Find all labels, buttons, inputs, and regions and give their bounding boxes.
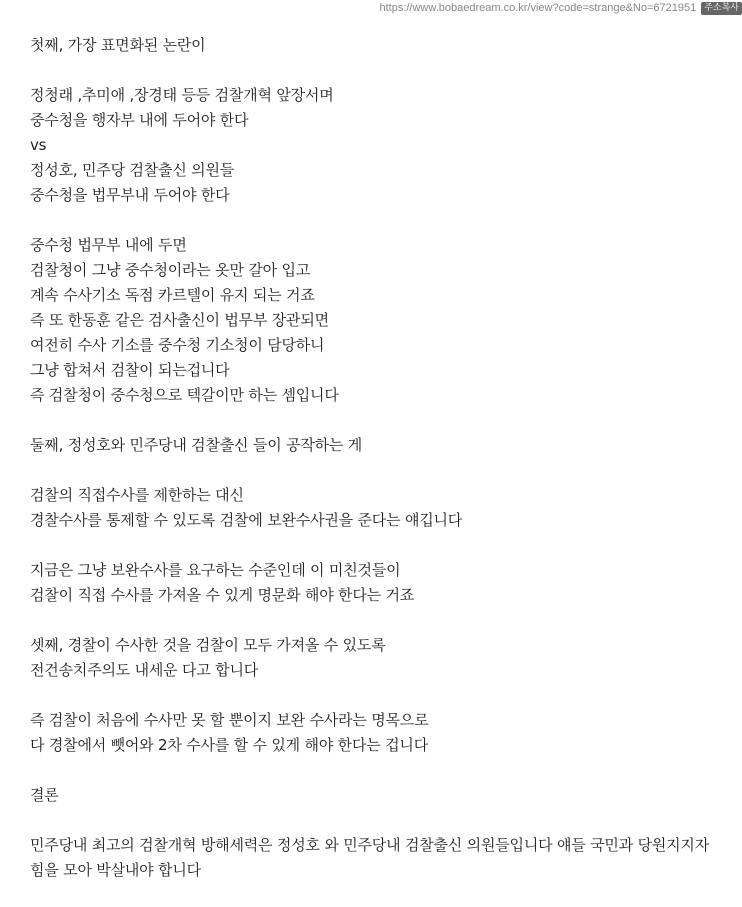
page-url[interactable]: https://www.bobaedream.co.kr/view?code=strange&No=6721951	[379, 2, 697, 14]
post-line: 그냥 합쳐서 검찰이 되는겁니다	[30, 361, 230, 379]
post-line: 다 경찰에서 뺏어와 2차 수사를 할 수 있게 해야 한다는 겁니다	[30, 736, 428, 754]
post-line: 지금은 그냥 보완수사를 요구하는 수준인데 이 미친것들이	[30, 561, 401, 579]
post-line: 정성호, 민주당 검찰출신 의원들	[30, 161, 235, 179]
blank-line	[30, 408, 720, 433]
blank-line	[30, 758, 720, 783]
conclusion-heading: 결론	[30, 786, 59, 804]
post-line: 둘째, 정성호와 민주당내 검찰출신 들이 공작하는 게	[30, 436, 363, 454]
url-bar	[379, 0, 742, 16]
post-line: 검찰이 직접 수사를 가져올 수 있게 명문화 해야 한다는 거죠	[30, 586, 415, 604]
blank-line	[30, 208, 720, 233]
post-line: 중수청을 법무부내 두어야 한다	[30, 186, 230, 204]
blank-line	[30, 458, 720, 483]
blank-line	[30, 608, 720, 633]
post-line: 여전히 수사 기소를 중수청 기소청이 담당하니	[30, 336, 325, 354]
post-line: 검찰의 직접수사를 제한하는 대신	[30, 486, 244, 504]
post-line: 중수청을 행자부 내에 두어야 한다	[30, 111, 249, 129]
post-line: 경찰수사를 통제할 수 있도록 검찰에 보완수사권을 준다는 얘깁니다	[30, 511, 463, 529]
blank-line	[30, 683, 720, 708]
post-line: 즉 검찰청이 중수청으로 텍갈이만 하는 셈입니다	[30, 386, 339, 404]
post-body	[30, 33, 720, 883]
blank-line	[30, 808, 720, 833]
post-line: 검찰청이 그냥 중수청이라는 옷만 갈아 입고	[30, 261, 311, 279]
blank-line	[30, 58, 720, 83]
post-line: 전건송치주의도 내세운 다고 합니다	[30, 661, 259, 679]
post-line: 첫째, 가장 표면화된 논란이	[30, 36, 206, 54]
post-line: 즉 또 한동훈 같은 검사출신이 법무부 장관되면	[30, 311, 329, 329]
blank-line	[30, 533, 720, 558]
post-line: 정청래 ,추미애 ,장경태 등등 검찰개혁 앞장서며	[30, 86, 334, 104]
post-line: vs	[30, 136, 47, 154]
post-line: 즉 검찰이 처음에 수사만 못 할 뿐이지 보완 수사라는 명목으로	[30, 711, 429, 729]
post-line: 계속 수사기소 독점 카르텔이 유지 되는 거죠	[30, 286, 315, 304]
post-line: 셋째, 경찰이 수사한 것을 검찰이 모두 가져올 수 있도록	[30, 636, 386, 654]
copy-url-button[interactable]: 주소복사	[701, 2, 742, 15]
post-line: 민주당내 최고의 검찰개혁 방해세력은 정성호 와 민주당내 검찰출신 의원들입니다 얘들 국민과 당원지지자 힘을 모아 박살내야 합니다	[30, 836, 710, 879]
post-line: 중수청 법무부 내에 두면	[30, 236, 187, 254]
